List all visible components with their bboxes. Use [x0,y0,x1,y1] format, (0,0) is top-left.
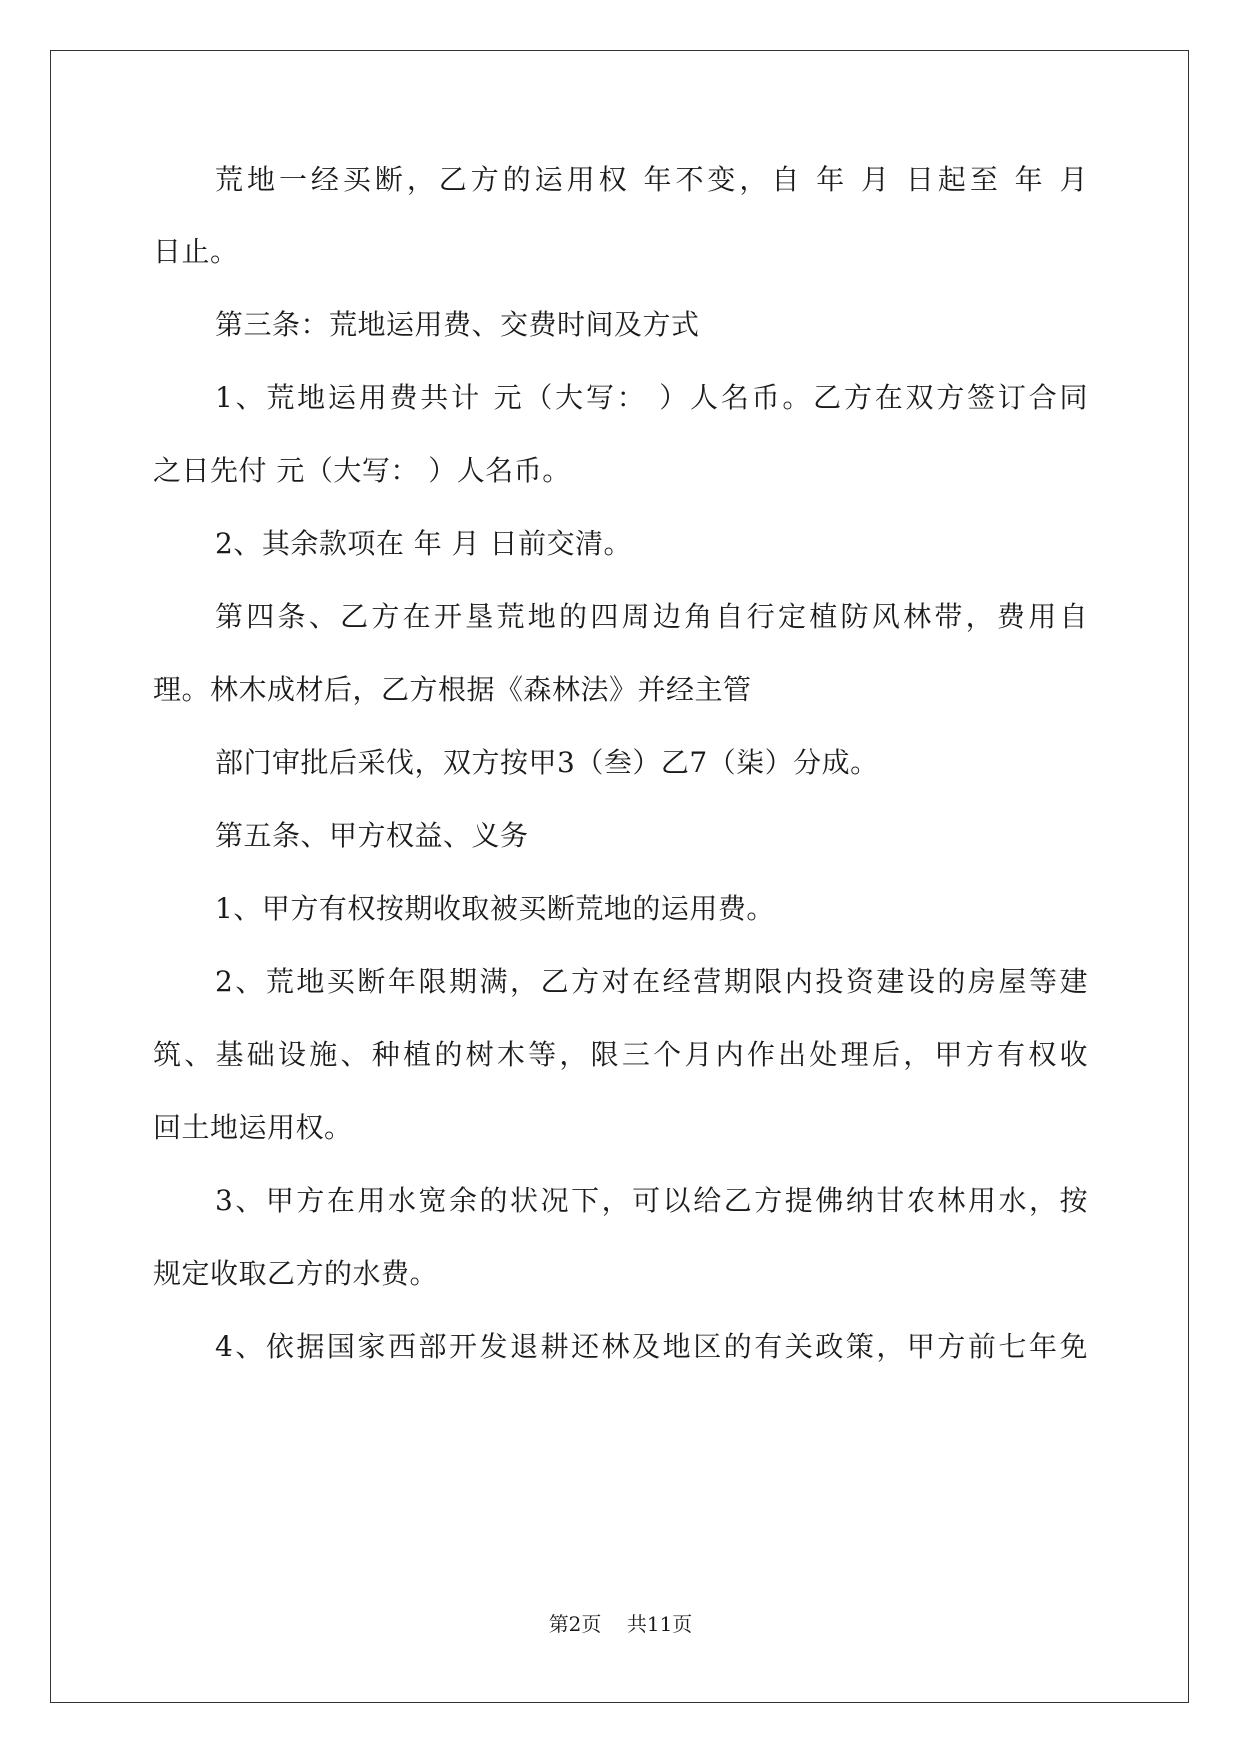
paragraph-line: 1、荒地运用费共计 元（大写： ）人名币。乙方在双方签订合同 [215,381,1088,414]
paragraph-line: 筑、基础设施、种植的树木等，限三个月内作出处理后，甲方有权收 [153,1038,1088,1071]
paragraph-line: 部门审批后采伐，双方按甲3（叁）乙7（柒）分成。 [215,746,879,779]
paragraph-line: 3、甲方在用水宽余的状况下，可以给乙方提佛纳甘农林用水，按 [215,1184,1088,1217]
paragraph-line: 日止。 [153,235,239,268]
page-number-footer: 第2页 共11页 [548,1612,693,1636]
paragraph-line: 第四条、乙方在开垦荒地的四周边角自行定植防风林带，费用自 [215,600,1088,633]
paragraph-line: 规定收取乙方的水费。 [153,1257,439,1290]
page-border [50,50,1189,1703]
paragraph-line: 1、甲方有权按期收取被买断荒地的运用费。 [215,892,775,925]
paragraph-line: 回土地运用权。 [153,1111,353,1144]
paragraph-line: 理。林木成材后，乙方根据《森林法》并经主管 [153,673,752,706]
paragraph-line: 荒地一经买断，乙方的运用权 年不变，自 年 月 日起至 年 月 [215,163,1088,196]
section-heading: 第五条、甲方权益、义务 [215,819,529,852]
paragraph-line: 4、依据国家西部开发退耕还林及地区的有关政策，甲方前七年免 [215,1330,1088,1363]
section-heading: 第三条：荒地运用费、交费时间及方式 [215,308,700,341]
paragraph-line: 之日先付 元（大写： ）人名币。 [153,454,571,487]
paragraph-line: 2、其余款项在 年 月 日前交清。 [215,527,633,560]
paragraph-line: 2、荒地买断年限期满，乙方对在经营期限内投资建设的房屋等建 [215,965,1088,998]
